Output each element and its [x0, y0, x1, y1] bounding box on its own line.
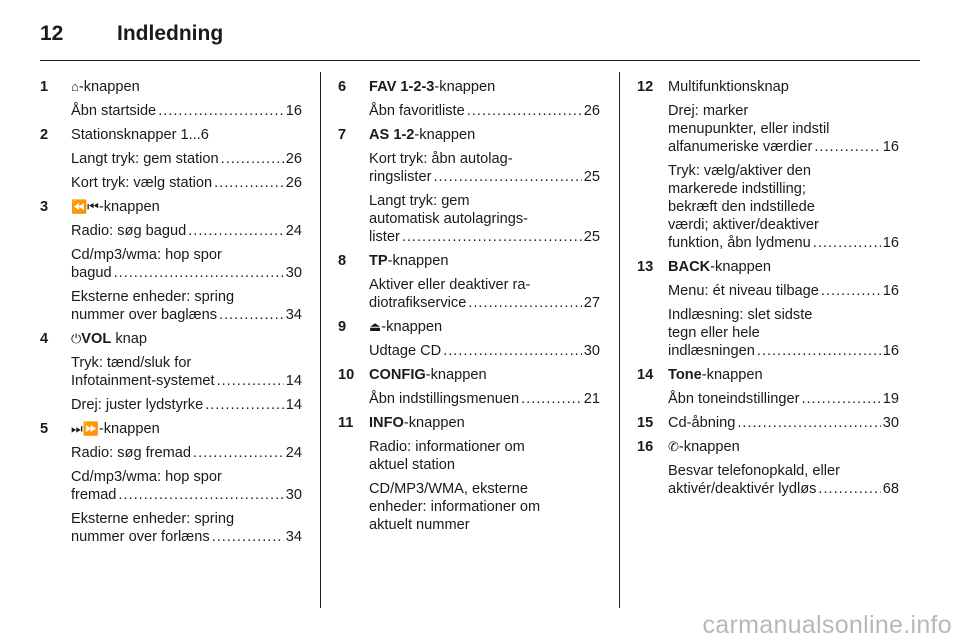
- page-ref: 24: [285, 445, 302, 461]
- header-rule: [40, 60, 920, 61]
- leader-dots: [205, 396, 284, 414]
- entry-number: 13: [637, 259, 654, 275]
- entry-number: 16: [637, 439, 654, 455]
- description-text: lister: [369, 229, 400, 245]
- column-divider-2: [619, 72, 620, 608]
- page-ref: 16: [882, 235, 899, 251]
- entry-description: [40, 102, 302, 120]
- index-entry: [637, 366, 899, 408]
- page-ref: 19: [882, 391, 899, 407]
- button-name: VOL: [81, 331, 112, 347]
- entry-description: [637, 282, 899, 300]
- column-divider-1: [320, 72, 321, 608]
- entry-number: 10: [338, 367, 355, 383]
- entry-heading: [637, 258, 899, 276]
- description-line-with-page: [71, 444, 302, 462]
- entry-label: knap: [111, 331, 147, 347]
- entry-description: [40, 510, 302, 546]
- entry-description: [40, 246, 302, 282]
- leader-dots: [433, 168, 581, 186]
- page-ref: 26: [285, 151, 302, 167]
- button-name: INFO: [369, 415, 404, 431]
- index-entry: [637, 258, 899, 360]
- description-line: tegn eller hele: [668, 325, 760, 341]
- description-text: nummer over baglæns: [71, 307, 218, 323]
- description-text: fremad: [71, 487, 117, 503]
- page-ref: 14: [285, 397, 302, 413]
- entry-description: [338, 480, 600, 534]
- button-name: Tone: [668, 367, 702, 383]
- power-icon: ⏻: [71, 331, 82, 346]
- page-title: Indledning: [117, 22, 224, 45]
- page-ref: 30: [285, 487, 302, 503]
- description-line-with-page: [369, 294, 600, 312]
- entry-description: [338, 102, 600, 120]
- description-line-with-page: [369, 342, 600, 360]
- description-text: diotrafikservice: [369, 295, 467, 311]
- entry-description: [637, 462, 899, 498]
- description-line: Tryk: vælg/aktiver den: [668, 163, 812, 179]
- description-line: aktuelt nummer: [369, 517, 470, 533]
- description-line: CD/MP3/WMA, eksterne: [369, 481, 528, 497]
- leader-dots: [814, 138, 880, 156]
- entry-heading: [637, 414, 899, 432]
- entry-label: -knappen: [434, 79, 496, 95]
- index-entry: [40, 330, 302, 414]
- entry-description: [338, 276, 600, 312]
- description-line: menupunkter, eller indstil: [668, 121, 830, 137]
- entry-heading: [40, 126, 302, 144]
- description-line: enheder: informationer om: [369, 499, 541, 515]
- entry-number: 3: [40, 199, 49, 215]
- entry-heading: [637, 438, 899, 456]
- description-line-with-page: [71, 222, 302, 240]
- description-line-with-page: [71, 102, 302, 120]
- entry-number: 7: [338, 127, 347, 143]
- entry-heading: [338, 252, 600, 270]
- entry-description: [338, 150, 600, 186]
- index-entry: [40, 78, 302, 120]
- description-text: Åbn indstillingsmenuen: [369, 391, 520, 407]
- description-line: Cd/mp3/wma: hop spor: [71, 247, 222, 263]
- entry-label: -knappen: [387, 253, 449, 269]
- description-text: aktivér/deaktivér lydløs: [668, 481, 817, 497]
- entry-label: -knappen: [701, 367, 763, 383]
- description-line: Eksterne enheder: spring: [71, 511, 235, 527]
- entry-heading: [40, 198, 302, 216]
- index-entry: [40, 420, 302, 546]
- description-text: ringslister: [369, 169, 432, 185]
- entry-number: 5: [40, 421, 49, 437]
- description-line-with-page: [71, 174, 302, 192]
- description-line-with-page: [71, 150, 302, 168]
- leader-dots: [801, 390, 880, 408]
- page-ref: 16: [882, 139, 899, 155]
- description-line-with-page: [71, 264, 302, 282]
- entry-label: -knappen: [403, 415, 465, 431]
- description-line: automatisk autolagrings-: [369, 211, 528, 227]
- rewind-icon: ⏪⏮: [71, 199, 99, 214]
- entry-number: 9: [338, 319, 347, 335]
- index-entry: [40, 198, 302, 324]
- entry-number: 12: [637, 79, 654, 95]
- leader-dots: [402, 228, 582, 246]
- page-header: [40, 14, 920, 60]
- description-line: Langt tryk: gem: [369, 193, 470, 209]
- description-text: Infotainment-systemet: [71, 373, 215, 389]
- entry-description: [637, 102, 899, 156]
- leader-dots: [118, 486, 283, 504]
- page-ref: 16: [882, 283, 899, 299]
- description-line-with-page: [369, 168, 600, 186]
- description-line-with-page: [668, 480, 899, 498]
- page-ref: 25: [583, 169, 600, 185]
- description-line-with-page: [71, 396, 302, 414]
- description-text: Åbn toneindstillinger: [668, 391, 800, 407]
- page-ref: 68: [882, 481, 899, 497]
- leader-dots: [821, 282, 881, 300]
- index-entry: [338, 126, 600, 246]
- leader-dots: [521, 390, 582, 408]
- entry-label: -knappen: [425, 367, 487, 383]
- entry-heading: [338, 318, 600, 336]
- page-ref: 30: [583, 343, 600, 359]
- column-1: [40, 78, 302, 552]
- leader-dots: [212, 528, 284, 546]
- index-entry: [637, 78, 899, 252]
- entry-description: [637, 390, 899, 408]
- entry-heading: [338, 78, 600, 96]
- entry-description: [40, 354, 302, 390]
- entry-description: [40, 444, 302, 462]
- entry-heading: [40, 420, 302, 438]
- leader-dots: [217, 372, 284, 390]
- index-entry: [637, 414, 899, 432]
- description-line: bekræft den indstillede: [668, 199, 815, 215]
- page-ref: 30: [882, 415, 899, 431]
- index-entry: [40, 126, 302, 192]
- description-text: Radio: søg fremad: [71, 445, 192, 461]
- entry-label: -knappen: [414, 127, 476, 143]
- entry-description: [40, 174, 302, 192]
- description-text: nummer over forlæns: [71, 529, 210, 545]
- description-line-with-page: [668, 342, 899, 360]
- leader-dots: [188, 222, 284, 240]
- description-text: Radio: søg bagud: [71, 223, 187, 239]
- home-icon: ⌂: [71, 79, 79, 94]
- entry-heading: [40, 330, 302, 348]
- description-line: markerede indstilling;: [668, 181, 806, 197]
- entry-number: 8: [338, 253, 347, 269]
- index-entry: [338, 78, 600, 120]
- page-ref: 34: [285, 307, 302, 323]
- description-text: Menu: ét niveau tilbage: [668, 283, 819, 299]
- leader-dots: [221, 150, 284, 168]
- forward-icon: ⏭⏩: [71, 421, 99, 436]
- entry-description: [40, 396, 302, 414]
- eject-icon: ⏏: [369, 319, 382, 334]
- page-ref: 27: [583, 295, 600, 311]
- description-line-with-page: [668, 138, 899, 156]
- description-line-with-page: [369, 102, 600, 120]
- entry-label: Cd-åbning: [668, 415, 736, 431]
- button-name: FAV 1-2-3: [369, 79, 435, 95]
- description-line: Tryk: tænd/sluk for: [71, 355, 192, 371]
- entry-number: 14: [637, 367, 654, 383]
- leader-dots: [468, 294, 581, 312]
- entry-description: [338, 342, 600, 360]
- entry-description: [637, 162, 899, 252]
- leader-dots: [443, 342, 582, 360]
- page-ref: 16: [882, 343, 899, 359]
- page-ref: 25: [583, 229, 600, 245]
- entry-heading: [338, 126, 600, 144]
- entry-description: [637, 306, 899, 360]
- description-line-with-page: [369, 390, 600, 408]
- description-text: bagud: [71, 265, 112, 281]
- description-line: Indlæsning: slet sidste: [668, 307, 813, 323]
- entry-label: Stationsknapper 1...6: [71, 127, 209, 143]
- page-ref: 30: [285, 265, 302, 281]
- description-text: indlæsningen: [668, 343, 755, 359]
- description-line: Eksterne enheder: spring: [71, 289, 235, 305]
- phone-mute-icon: ✆: [668, 439, 679, 454]
- description-line-with-page: [668, 390, 899, 408]
- page-ref: 34: [285, 529, 302, 545]
- entry-heading: [637, 78, 899, 96]
- entry-number: 1: [40, 79, 49, 95]
- entry-description: [338, 192, 600, 246]
- leader-dots: [158, 102, 284, 120]
- watermark: carmanualsonline.info: [702, 611, 952, 639]
- description-text: alfanumeriske værdier: [668, 139, 813, 155]
- leader-dots: [737, 414, 880, 432]
- leader-dots: [818, 480, 880, 498]
- description-text: funktion, åbn lydmenu: [668, 235, 811, 251]
- description-text: Udtage CD: [369, 343, 442, 359]
- description-line-with-page: [369, 228, 600, 246]
- leader-dots: [193, 444, 284, 462]
- description-line-with-page: [71, 528, 302, 546]
- button-name: CONFIG: [369, 367, 426, 383]
- entry-number: 2: [40, 127, 49, 143]
- description-text: Drej: juster lydstyrke: [71, 397, 204, 413]
- description-line: Cd/mp3/wma: hop spor: [71, 469, 222, 485]
- description-line: Kort tryk: åbn autolag-: [369, 151, 513, 167]
- index-entry: [338, 252, 600, 312]
- entry-label: -knappen: [98, 199, 160, 215]
- entry-label: -knappen: [678, 439, 740, 455]
- entry-number: 6: [338, 79, 347, 95]
- entry-number: 11: [338, 415, 354, 431]
- description-line: aktuel station: [369, 457, 455, 473]
- description-line-with-page: [668, 282, 899, 300]
- page-ref: 21: [583, 391, 600, 407]
- column-2: [338, 78, 600, 540]
- entry-label: -knappen: [98, 421, 160, 437]
- entry-heading: [637, 366, 899, 384]
- entry-number: 15: [637, 415, 654, 431]
- page-ref: 24: [285, 223, 302, 239]
- leader-dots: [813, 234, 881, 252]
- description-line: Besvar telefonopkald, eller: [668, 463, 840, 479]
- description-line-with-page: [71, 372, 302, 390]
- entry-description: [338, 438, 600, 474]
- entry-description: [40, 468, 302, 504]
- button-name: TP: [369, 253, 388, 269]
- entry-label: -knappen: [78, 79, 140, 95]
- page-ref: 14: [285, 373, 302, 389]
- description-text: Kort tryk: vælg station: [71, 175, 213, 191]
- entry-description: [40, 222, 302, 240]
- index-entry: [637, 438, 899, 498]
- index-entry: [338, 366, 600, 408]
- page-ref: 26: [583, 103, 600, 119]
- description-text: Åbn favoritliste: [369, 103, 465, 119]
- description-line: værdi; aktiver/deaktiver: [668, 217, 819, 233]
- entry-label: Multifunktionsknap: [668, 79, 789, 95]
- leader-dots: [467, 102, 582, 120]
- entry-description: [338, 390, 600, 408]
- entry-heading: [338, 414, 600, 432]
- page-number: 12: [40, 22, 64, 45]
- index-entry: [338, 318, 600, 360]
- column-3: [637, 78, 899, 504]
- leader-dots: [219, 306, 284, 324]
- button-name: AS 1-2: [369, 127, 415, 143]
- leader-dots: [214, 174, 284, 192]
- page-ref: 26: [285, 175, 302, 191]
- entry-label: -knappen: [710, 259, 772, 275]
- description-text: Langt tryk: gem station: [71, 151, 219, 167]
- entry-heading: [40, 78, 302, 96]
- description-text: Åbn startside: [71, 103, 157, 119]
- description-line-with-page: [71, 306, 302, 324]
- entry-description: [40, 288, 302, 324]
- page-ref: 16: [285, 103, 302, 119]
- description-line: Aktiver eller deaktiver ra-: [369, 277, 531, 293]
- leader-dots: [114, 264, 284, 282]
- description-line: Drej: marker: [668, 103, 749, 119]
- leader-dots: [757, 342, 881, 360]
- button-name: BACK: [668, 259, 711, 275]
- description-line-with-page: [71, 486, 302, 504]
- description-line-with-page: [668, 234, 899, 252]
- entry-label: -knappen: [381, 319, 443, 335]
- entry-number: 4: [40, 331, 49, 347]
- index-entry: [338, 414, 600, 534]
- description-line: Radio: informationer om: [369, 439, 525, 455]
- entry-description: [40, 150, 302, 168]
- entry-heading: [338, 366, 600, 384]
